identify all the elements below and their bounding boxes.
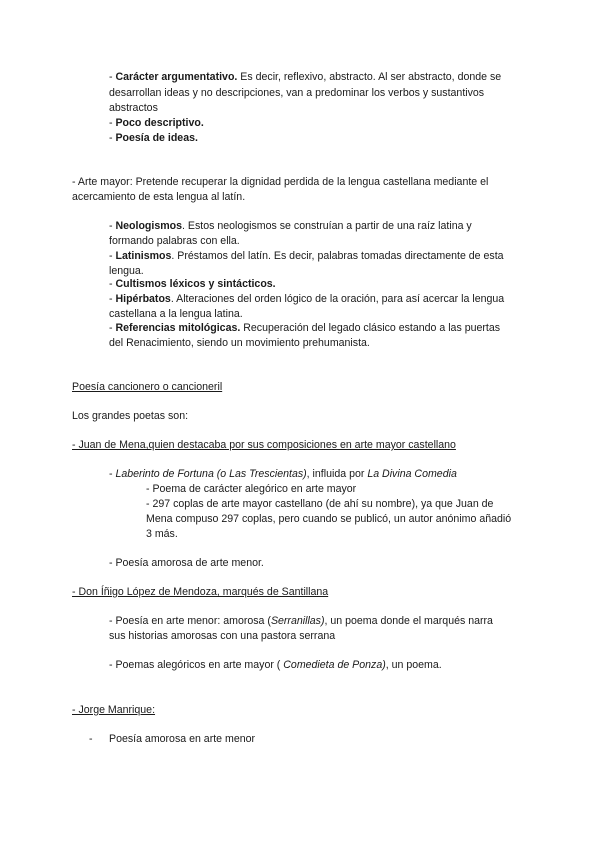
- bold-term: Poco descriptivo.: [115, 117, 204, 129]
- bold-term: Carácter argumentativo.: [115, 71, 238, 83]
- bullet-continuation: castellana a la lengua latina.: [109, 308, 243, 320]
- bullet-continuation: formando palabras con ella.: [109, 235, 240, 247]
- point-text: , un poema donde el marqués narra: [324, 615, 493, 627]
- bold-term: Hipérbatos: [115, 293, 171, 305]
- list-item: Poesía amorosa en arte menor: [109, 733, 256, 745]
- bullet-cultismos: - Cultismos léxicos y sintácticos.: [109, 278, 276, 290]
- bullet-continuation: lengua.: [109, 265, 144, 277]
- bold-term: Cultismos léxicos y sintácticos.: [115, 278, 276, 290]
- bullet-caracter-argumentativo: - Carácter argumentativo. Es decir, reflexivo, abstracto. Al ser abstracto, donde se: [109, 71, 502, 83]
- section-heading: Poesía cancionero o cancioneril: [72, 381, 223, 393]
- arte-mayor-line: - Arte mayor: Pretende recuperar la dignidad perdida de la lengua castellana mediante el: [72, 176, 489, 188]
- santillana-point: [109, 658, 442, 672]
- bold-term: Neologismos: [115, 220, 183, 232]
- bold-term: Latinismos: [115, 250, 172, 262]
- sub-point: - 297 coplas de arte mayor castellano (de ahí su nombre), ya que Juan de: [146, 498, 494, 510]
- bullet-text: . Estos neologismos se construían a partir de una raíz latina y: [182, 220, 472, 232]
- work-text: , influida por: [306, 468, 368, 480]
- bullet-neologismos: - Neologismos. Estos neologismos se construían a partir de una raíz latina y: [109, 220, 472, 232]
- point-continuation: sus historias amorosas con una pastora serrana: [109, 630, 336, 642]
- bullet-poesia-de-ideas: - Poesía de ideas.: [109, 132, 198, 144]
- point-text: - Poemas alegóricos en arte mayor (: [109, 659, 284, 671]
- sub-point: - Poema de carácter alegórico en arte mayor: [146, 483, 357, 495]
- bullet-hiperbatos: - Hipérbatos. Alteraciones del orden lógico de la oración, para así acercar la lengua: [109, 293, 505, 305]
- santillana-point: [109, 614, 493, 628]
- bullet-text: Recuperación del legado clásico estando a las puertas: [240, 322, 501, 334]
- work-reference: La Divina Comedia: [367, 468, 457, 480]
- bold-term: Poesía de ideas.: [115, 132, 198, 144]
- bullet-referencias-mitologicas: - Referencias mitológicas. Recuperación del legado clásico estando a las puertas: [109, 322, 501, 334]
- bullet-text: . Alteraciones del orden lógico de la oración, para así acercar la lengua: [170, 293, 505, 305]
- bullet-continuation: desarrollan ideas y no descripciones, van a predominar los verbos y sustantivos: [109, 87, 485, 99]
- intro-text: Los grandes poetas son:: [72, 410, 189, 422]
- point-text: - Poesía en arte menor: amorosa (: [109, 615, 271, 627]
- list-bullet: -: [89, 733, 93, 745]
- poet-heading-mena: - Juan de Mena,quien destacaba por sus composiciones en arte mayor castellano: [72, 439, 456, 451]
- work-title: Serranillas): [270, 615, 325, 627]
- point-text: , un poema.: [385, 659, 442, 671]
- bullet-poco-descriptivo: - Poco descriptivo.: [109, 117, 204, 129]
- bullet-text: . Préstamos del latín. Es decir, palabras tomadas directamente de esta: [171, 250, 504, 262]
- bold-term: Referencias mitológicas.: [115, 322, 241, 334]
- arte-mayor-line: acercamiento de esta lengua al latín.: [72, 191, 246, 203]
- sub-point-continuation: Mena compuso 297 coplas, pero cuando se publicó, un autor anónimo añadió: [146, 513, 512, 525]
- bullet-latinismos: - Latinismos. Préstamos del latín. Es decir, palabras tomadas directamente de esta: [109, 250, 504, 262]
- bullet-continuation: abstractos: [109, 102, 158, 114]
- poesia-amorosa-menor: - Poesía amorosa de arte menor.: [109, 557, 264, 569]
- sub-point-continuation: 3 más.: [146, 528, 178, 540]
- bullet-text: Es decir, reflexivo, abstracto. Al ser abstracto, donde se: [237, 71, 502, 83]
- poet-heading-santillana: - Don Íñigo López de Mendoza, marqués de Santillana: [72, 586, 329, 598]
- work-title: Comedieta de Ponza): [283, 659, 386, 671]
- work-title: Laberinto de Fortuna (o Las Trescientas): [115, 468, 307, 480]
- bullet-continuation: del Renacimiento, siendo un movimiento prehumanista.: [109, 337, 370, 349]
- poet-heading-manrique: - Jorge Manrique:: [72, 704, 156, 716]
- work-laberinto: - Laberinto de Fortuna (o Las Trescientas), influida por La Divina Comedia: [109, 468, 457, 480]
